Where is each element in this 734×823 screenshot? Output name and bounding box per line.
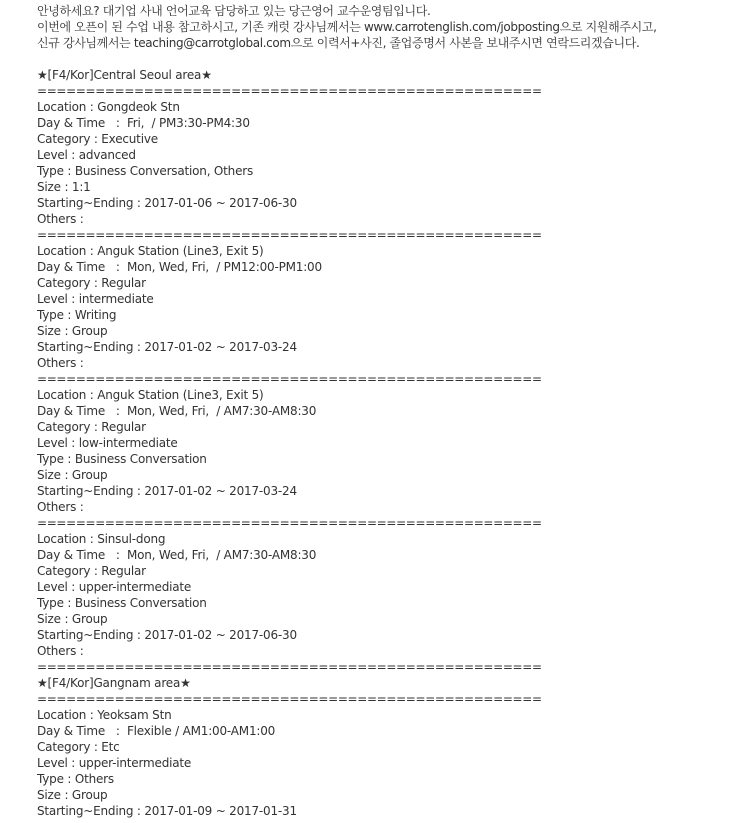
job-posting: [37, 243, 727, 371]
posting-category: Category : Executive: [37, 132, 158, 146]
separator-line: ====================================================: [37, 692, 542, 706]
posting-period: Starting~Ending : 2017-01-06 ~ 2017-06-30: [37, 196, 297, 210]
job-posting: [37, 531, 727, 659]
posting-type: Type : Business Conversation, Others: [37, 164, 254, 178]
posting-others: Others :: [37, 212, 84, 226]
posting-category: Category : Regular: [37, 420, 146, 434]
separator-line: ====================================================: [37, 84, 542, 98]
posting-size: Size : Group: [37, 468, 108, 482]
posting-category: Category : Regular: [37, 276, 146, 290]
blank-line: [37, 51, 727, 67]
posting-others: Others :: [37, 356, 84, 370]
posting-period: Starting~Ending : 2017-01-02 ~ 2017-03-24: [37, 484, 297, 498]
posting-level: Level : intermediate: [37, 292, 154, 306]
posting-day-time: Day & Time : Mon, Wed, Fri, / AM7:30-AM8:30: [37, 548, 317, 562]
posting-period: Starting~Ending : 2017-01-09 ~ 2017-01-31: [37, 804, 297, 818]
posting-others: Others :: [37, 644, 84, 658]
posting-period: Starting~Ending : 2017-01-02 ~ 2017-03-24: [37, 340, 297, 354]
job-posting-document: [37, 3, 727, 819]
posting-category: Category : Regular: [37, 564, 146, 578]
posting-type: Type : Business Conversation: [37, 452, 207, 466]
posting-level: Level : advanced: [37, 148, 136, 162]
intro-line: 이번에 오픈이 된 수업 내용 참고하시고, 기존 캐럿 강사님께서는 www.carrotenglish.com/jobposting으로 지원해주시고,: [37, 20, 657, 34]
posting-type: Type : Others: [37, 772, 114, 786]
posting-location: Location : Yeoksam Stn: [37, 708, 172, 722]
intro-line: 신규 강사님께서는 teaching@carrotglobal.com으로 이력서+사진, 졸업증명서 사본을 보내주시면 연락드리겠습니다.: [37, 36, 640, 50]
job-posting: [37, 387, 727, 515]
posting-size: Size : Group: [37, 612, 108, 626]
posting-day-time: Day & Time : Mon, Wed, Fri, / AM7:30-AM8:30: [37, 404, 317, 418]
posting-level: Level : low-intermediate: [37, 436, 178, 450]
posting-location: Location : Anguk Station (Line3, Exit 5): [37, 388, 264, 402]
posting-type: Type : Business Conversation: [37, 596, 207, 610]
separator-line: ====================================================: [37, 372, 542, 386]
posting-location: Location : Gongdeok Stn: [37, 100, 180, 114]
posting-size: Size : Group: [37, 324, 108, 338]
area-heading-central-seoul: ★[F4/Kor]Central Seoul area★: [37, 68, 212, 82]
posting-category: Category : Etc: [37, 740, 120, 754]
posting-size: Size : Group: [37, 788, 108, 802]
posting-day-time: Day & Time : Fri, / PM3:30-PM4:30: [37, 116, 250, 130]
separator-line: ====================================================: [37, 228, 542, 242]
posting-type: Type : Writing: [37, 308, 117, 322]
posting-others: Others :: [37, 500, 84, 514]
separator-line: ====================================================: [37, 516, 542, 530]
posting-size: Size : 1:1: [37, 180, 91, 194]
job-posting: [37, 707, 727, 819]
posting-level: Level : upper-intermediate: [37, 756, 192, 770]
posting-period: Starting~Ending : 2017-01-02 ~ 2017-06-30: [37, 628, 297, 642]
job-posting: [37, 99, 727, 227]
separator-line: ====================================================: [37, 660, 542, 674]
intro-paragraph: [37, 3, 727, 51]
posting-level: Level : upper-intermediate: [37, 580, 192, 594]
posting-day-time: Day & Time : Mon, Wed, Fri, / PM12:00-PM1:00: [37, 260, 322, 274]
posting-location: Location : Anguk Station (Line3, Exit 5): [37, 244, 264, 258]
posting-location: Location : Sinsul-dong: [37, 532, 166, 546]
posting-day-time: Day & Time : Flexible / AM1:00-AM1:00: [37, 724, 276, 738]
intro-line: 안녕하세요? 대기업 사내 언어교육 담당하고 있는 당근영어 교수운영팀입니다.: [37, 4, 431, 18]
area-heading-gangnam: ★[F4/Kor]Gangnam area★: [37, 676, 191, 690]
